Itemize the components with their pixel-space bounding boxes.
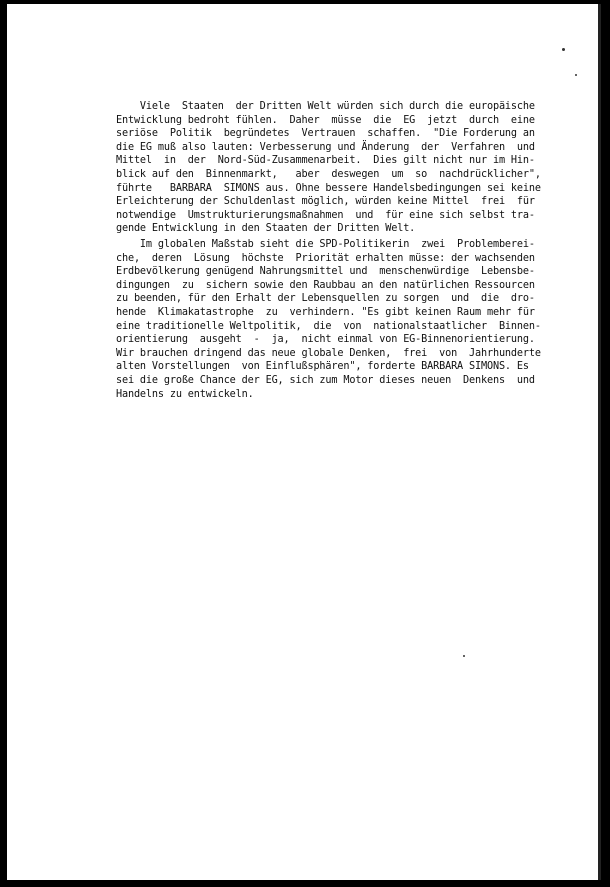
text-line: che, deren Lösung höchste Priorität erhalten müsse: der wachsenden — [116, 252, 535, 264]
text-line: führte BARBARA SIMONS aus. Ohne bessere Handelsbedingungen sei keine — [116, 182, 541, 194]
text-line: zu beenden, für den Erhalt der Lebensquellen zu sorgen und die dro- — [116, 293, 535, 305]
scan-speck — [463, 655, 465, 657]
text-line: notwendige Umstrukturierungsmaßnahmen und für eine sich selbst tra- — [116, 209, 535, 221]
paragraph-1 — [116, 100, 582, 236]
text-line: Entwicklung bedroht fühlen. Daher müsse die EG jetzt durch eine — [116, 114, 535, 126]
text-line: hende Klimakatastrophe zu verhindern. "Es gibt keinen Raum mehr für — [116, 306, 535, 318]
text-line: die EG muß also lauten: Verbesserung und Änderung der Verfahren und — [116, 141, 535, 153]
text-line: Erleichterung der Schuldenlast möglich, würden keine Mittel frei für — [116, 196, 535, 208]
scan-speck — [562, 48, 565, 51]
text-line: Wir brauchen dringend das neue globale Denken, frei von Jahrhunderte — [116, 347, 541, 359]
text-line: Erdbevölkerung genügend Nahrungsmittel und menschenwürdige Lebensbe- — [116, 266, 535, 278]
text-line: orientierung ausgeht - ja, nicht einmal von EG-Binnenorientierung. — [116, 334, 535, 346]
text-line: dingungen zu sichern sowie den Raubbau an den natürlichen Ressourcen — [116, 279, 535, 291]
text-line: gende Entwicklung in den Staaten der Dritten Welt. — [116, 223, 416, 235]
document-page — [7, 4, 601, 880]
text-line: sei die große Chance der EG, sich zum Motor dieses neuen Denkens und — [116, 374, 535, 386]
text-line: alten Vorstellungen von Einflußsphären", forderte BARBARA SIMONS. Es — [116, 361, 529, 373]
text-line: Mittel in der Nord-Süd-Zusammenarbeit. Dies gilt nicht nur im Hin- — [116, 155, 535, 167]
text-line: blick auf den Binnenmarkt, aber deswegen um so nachdrücklicher", — [116, 168, 541, 180]
scan-edge — [598, 4, 601, 880]
text-line: eine traditionelle Weltpolitik, die von nationalstaatlicher Binnen- — [116, 320, 541, 332]
text-line: Im globalen Maßstab sieht die SPD-Politikerin zwei Problemberei- — [116, 239, 535, 250]
text-line: Viele Staaten der Dritten Welt würden sich durch die europäische — [116, 101, 535, 112]
paragraph-2 — [116, 238, 582, 401]
text-line: Handelns zu entwickeln. — [116, 388, 254, 400]
text-line: seriöse Politik begründetes Vertrauen schaffen. "Die Forderung an — [116, 128, 535, 140]
scan-speck — [575, 74, 577, 76]
